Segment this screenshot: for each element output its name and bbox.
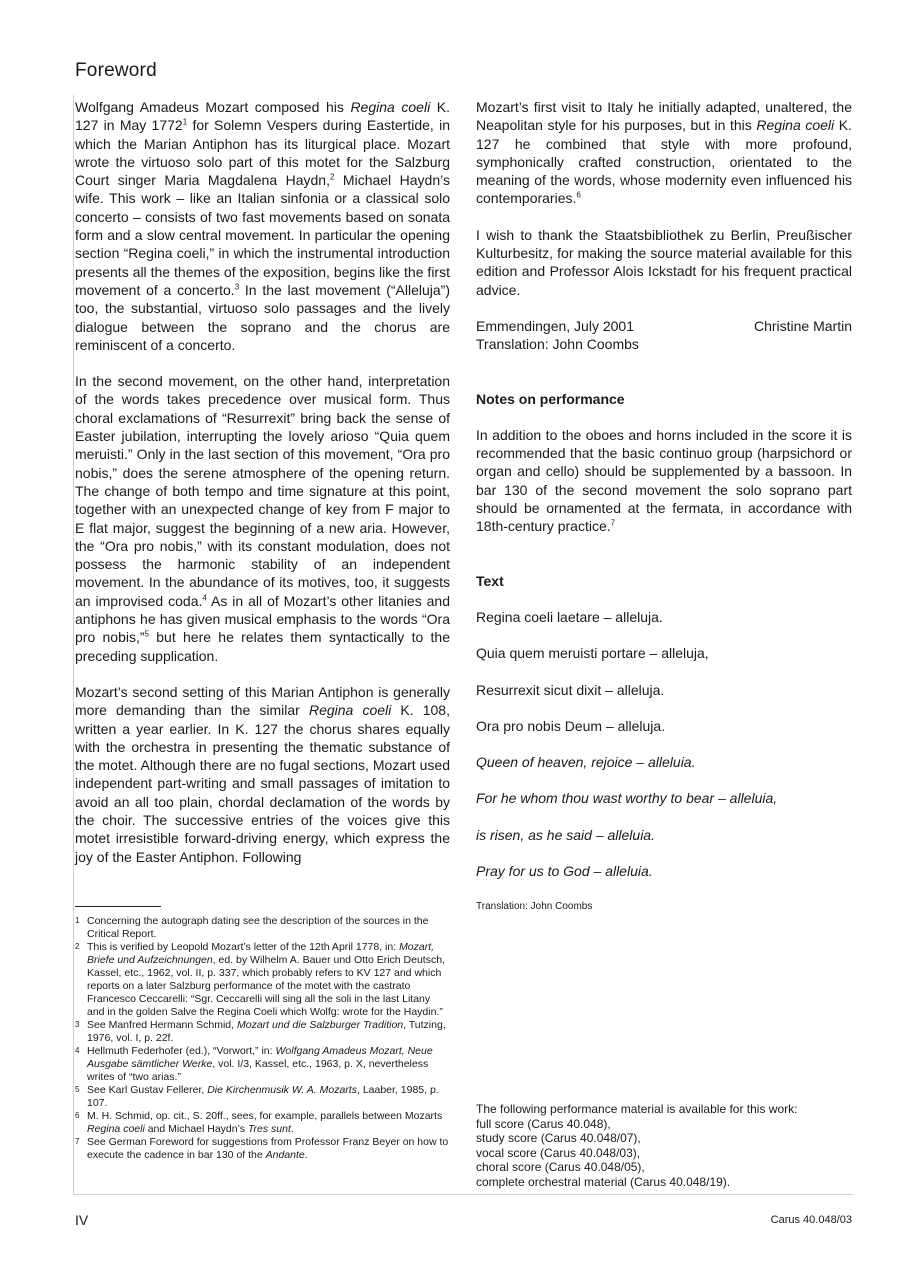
material-item: vocal score (Carus 40.048/03),	[476, 1145, 641, 1160]
foreword-paragraph-4	[476, 98, 852, 208]
work-title: Die Kirchenmusik W. A. Mozarts	[207, 1084, 357, 1096]
text-run: In the second movement, on the other hand, interpretation of the words takes precedence over musical form. Thus choral exclamations of “Resurrexit” bring back the sense of Easter jubilation, interrupting the lovely arioso “Quia quem meruisti.” Only in the last section of this movement, “Ora pro nobis,” does the serene atmosphere of the opening return. The change of both tempo and time signature at this point, together with an unexpected change of key from F major to E flat major, suggest the beginning of a new aria. However, the “Ora pro nobis,” with its constant modulation, does not possess the harmonic stability of an independent movement. In the abundance of its motives, too, it suggests an improvised coda.	[75, 373, 450, 609]
english-line: is risen, as he said – alleluia.	[476, 826, 655, 843]
material-item: choral score (Carus 40.048/05),	[476, 1160, 645, 1175]
text-run: This is verified by Leopold Mozart’s letter of the 12th April 1778, in:	[87, 941, 400, 953]
footnote-text	[87, 1019, 450, 1045]
text-run: In addition to the oboes and horns included in the score it is recommended that the basic continuo group (harpsichord or organ and cello) should be supplemented by a bassoon. In bar 130 of the second movement the solo soprano part should be ornamented at the fermata, in accordance with 18th-century practice.	[476, 426, 852, 535]
text-run: , ed. by Wilhelm A. Bauer und Otto Erich Deutsch, Kassel, etc., 1962, vol. II, p. 337, which probably refers to KV 127 and which reports on a later Salzburg performance of the motet with the castrato Francesco Ceccarelli: “Sgr. Ceccarelli will sing all the soli in the last Litany and in the golden Salve the Regina Coeli which Wolfg: wrote for the Haydin.”	[87, 954, 445, 1018]
footnote-ref: 1	[182, 117, 188, 127]
right-column	[476, 98, 852, 917]
footnote-text	[87, 941, 450, 1019]
foreword-paragraph-1	[75, 98, 450, 354]
footnote	[75, 1136, 450, 1162]
footnote-ref: 4	[202, 593, 207, 603]
text-run: M. H. Schmid, op. cit., S. 20ff., sees, for example, parallels between Mozarts	[87, 1110, 443, 1122]
work-title: Regina coeli	[87, 1123, 145, 1135]
footnote-number: 6	[75, 1111, 80, 1120]
text-heading: Text	[476, 572, 504, 589]
text-run: See Karl Gustav Fellerer,	[87, 1084, 208, 1096]
text-run: K. 127 in May 1772	[75, 99, 450, 134]
latin-line: Ora pro nobis Deum – alleluja.	[476, 717, 666, 734]
footnote-ref: 2	[329, 172, 335, 182]
text-run: See Manfred Hermann Schmid,	[87, 1019, 237, 1031]
footnote-number: 2	[75, 942, 80, 951]
english-line: For he whom thou wast worthy to bear – alleluia,	[476, 790, 778, 807]
footnote	[75, 915, 450, 941]
place-date: Emmendingen, July 2001	[476, 317, 634, 334]
text-run: , Tutzing, 1976, vol. I, p. 22f.	[87, 1019, 446, 1044]
footnote-text	[87, 915, 450, 941]
foreword-paragraph-2	[75, 372, 450, 665]
page-title: Foreword	[75, 60, 157, 81]
text-run: but here he relates them syntactically to the preceding supplication.	[75, 629, 450, 664]
english-text	[476, 753, 852, 880]
material-item: full score (Carus 40.048),	[476, 1116, 611, 1131]
footnote-rule	[75, 906, 161, 907]
footnote-ref: 3	[234, 282, 240, 292]
work-title: Andante	[265, 1149, 305, 1161]
footnote-number: 7	[75, 1137, 80, 1146]
text-translation-credit: Translation: John Coombs	[476, 901, 593, 913]
footnote	[75, 1019, 450, 1045]
footnote-text	[87, 1136, 450, 1162]
work-title: Tres sunt	[247, 1123, 291, 1135]
catalog-number: Carus 40.048/03	[770, 1214, 852, 1226]
page-number: IV	[75, 1212, 89, 1228]
text-run: As in all of Mozart’s other litanies and antiphons he has given musical emphasis to the words “Ora pro nobis,”	[75, 592, 450, 646]
footnote-text	[87, 1110, 450, 1136]
material-intro: The following performance material is available for this work:	[476, 1102, 798, 1116]
notes-paragraph	[476, 426, 852, 536]
footnote-ref: 5	[144, 629, 149, 639]
performance-material	[476, 1102, 852, 1190]
footnote-ref: 7	[610, 518, 616, 528]
text-run: K. 127 he combined that style with more profound, symphonically crafted construction, orientated to the meaning of the words, whose modernity even influenced his contemporaries.	[476, 117, 852, 207]
footnote-number: 3	[75, 1020, 80, 1029]
text-run: Michael Haydn’s wife. This work – like an Italian sinfonia or a classical solo concerto – consists of two fast movements based on sonata form and a slow central movement. In particular the opening section “Regina coeli,” in which the instrumental introduction presents all the themes of the exposition, begins like the first movement of a concerto.	[75, 172, 450, 298]
notes-heading: Notes on performance	[476, 390, 625, 407]
work-title: Regina coeli	[350, 99, 431, 115]
latin-line: Quia quem meruisti portare – alleluja,	[476, 645, 709, 662]
footnotes	[75, 906, 450, 1162]
latin-text	[476, 608, 852, 735]
footnote-text	[87, 1084, 450, 1110]
signature-row	[476, 317, 852, 335]
text-run: .	[304, 1149, 308, 1161]
foreword-paragraph-3	[75, 683, 450, 866]
footnote-ref: 6	[576, 190, 581, 200]
material-item: complete orchestral material (Carus 40.048/19).	[476, 1174, 731, 1189]
acknowledgement-paragraph: I wish to thank the Staatsbibliothek zu Berlin, Preußischer Kulturbesitz, for making the source material available for this edition and Professor Alois Ickstadt for his frequent practical advice.	[476, 226, 852, 298]
text-run: , vol. I/3, Kassel, etc., 1963, p. X, nevertheless writes of “two arias.”	[87, 1058, 429, 1083]
footnote	[75, 941, 450, 1019]
text-run: K. 108, written a year earlier. In K. 127 the chorus shares equally with the orchestra in presenting the thematic substance of the motet. Although there are no fugal sections, Mozart used independent part-writing and small passages of imitation to avoid an all too plain, chordal declamation of the words by the choir. The successive entries of the voices give this motet irresistible forward-driving energy, which express the joy of the Easter Antiphon. Following	[75, 702, 450, 865]
footnote-number: 4	[75, 1046, 80, 1055]
work-title: Mozart, Briefe und Aufzeichnungen	[87, 941, 435, 966]
text-run: for Solemn Vespers during Eastertide, in which the Marian Antiphon has its liturgical place. Mozart wrote the virtuoso solo part of this motet for the Salzburg Court singer Maria Magdalena Haydn,	[75, 117, 450, 189]
footnote-number: 5	[75, 1085, 80, 1094]
footnote	[75, 1084, 450, 1110]
work-title: Wolfgang Amadeus Mozart, Neue Ausgabe sämtlicher Werke	[87, 1045, 433, 1070]
left-column	[75, 98, 450, 866]
latin-line: Resurrexit sicut dixit – alleluja.	[476, 681, 665, 698]
footnote-text	[87, 1045, 450, 1084]
text-run: See German Foreword for suggestions from Professor Franz Beyer on how to execute the cadence in bar 130 of the	[87, 1136, 449, 1161]
text-run: Mozart’s first visit to Italy he initially adapted, unaltered, the Neapolitan style for his purposes, but in this	[476, 99, 852, 134]
text-run: In the last movement (“Alleluja”) too, the substantial, virtuoso solo passages and the lively dialogue between the soprano and the chorus are reminiscent of a concerto.	[75, 281, 450, 353]
english-line: Pray for us to God – alleluia.	[476, 863, 653, 880]
work-title: Regina coeli	[756, 117, 835, 134]
text-run: Concerning the autograph dating see the description of the sources in the Critical Report.	[87, 915, 429, 940]
text-run: .	[290, 1123, 294, 1135]
work-title: Mozart und die Salzburger Tradition	[236, 1019, 404, 1031]
text-run: and Michael Haydn’s	[144, 1123, 248, 1135]
latin-line: Regina coeli laetare – alleluja.	[476, 608, 663, 625]
footnote-number: 1	[75, 916, 80, 925]
text-run: Wolfgang Amadeus Mozart composed his	[75, 99, 351, 115]
english-line: Queen of heaven, rejoice – alleluia.	[476, 754, 696, 771]
page-border-left	[73, 95, 74, 1195]
material-item: study score (Carus 40.048/07),	[476, 1131, 641, 1146]
text-run: , Laaber, 1985, p. 107.	[87, 1084, 439, 1109]
translation-credit: Translation: John Coombs	[476, 336, 639, 353]
page-border-bottom	[73, 1194, 853, 1195]
author-name: Christine Martin	[753, 317, 852, 334]
footnote	[75, 1045, 450, 1084]
footnote	[75, 1110, 450, 1136]
work-title: Regina coeli	[308, 702, 392, 719]
text-run: Hellmuth Federhofer (ed.), “Vorwort,” in:	[87, 1045, 276, 1057]
text-run: Mozart’s second setting of this Marian Antiphon is generally more demanding than the similar	[75, 683, 450, 719]
